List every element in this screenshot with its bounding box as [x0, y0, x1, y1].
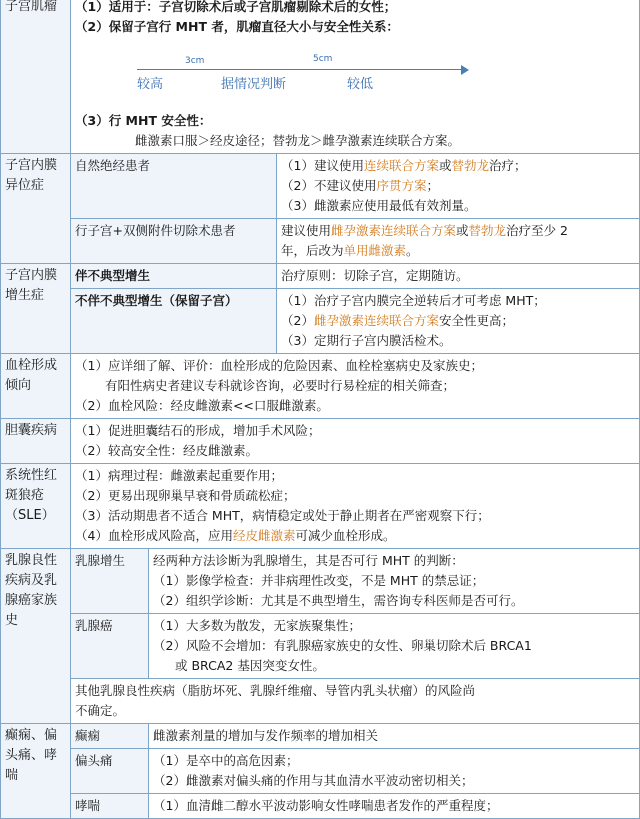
row-endometriosis-natural: [1, 154, 640, 219]
fibroid-line-1: （1）适用于：子宫切除术后或子宫肌瘤剔除术后的女性；: [75, 0, 397, 14]
row-breast-other: [1, 679, 640, 724]
fibroid-size-safety-diagram: [75, 39, 635, 107]
epilepsy-label: 癫痫: [71, 724, 149, 749]
text: 安全性更高；: [438, 313, 514, 328]
endometriosis-natural-line-3: （3）雌激素应使用最低有效剂量。: [281, 198, 477, 213]
highlight: 雌孕激素连续联合方案: [313, 313, 439, 328]
fibroid-line-4: 雌激素口服＞经皮途径；替勃龙＞雌孕激素连续联合方案。: [135, 133, 461, 148]
category-thrombosis: 血栓形成倾向: [1, 354, 71, 419]
text: 年，后改为: [281, 243, 344, 258]
text: 治疗至少 2: [506, 223, 568, 238]
category-endometrial-hyperplasia: 子宫内膜增生症: [1, 264, 71, 354]
row-breast-cancer: [1, 614, 640, 679]
gallbladder-content: [71, 419, 640, 464]
breast-hyperplasia-line-1: 经两种方法诊断为乳腺增生，其是否可行 MHT 的判断：: [153, 553, 464, 568]
row-hyperplasia-nonatypical: [1, 289, 640, 354]
thrombosis-line-1: （1）应详细了解、评价：血栓形成的危险因素、血栓栓塞病史及家族史；: [75, 358, 483, 373]
breast-cancer-line-3: 或 BRCA2 基因突变女性。: [175, 658, 325, 673]
diagram-arrow-line: [137, 69, 467, 70]
endometriosis-surgical-content: [277, 219, 640, 264]
hyperplasia-atypical-content: 治疗原则：切除子宫，定期随访。: [277, 264, 640, 289]
hyperplasia-atypical-label: 伴不典型增生: [71, 264, 277, 289]
breast-hyperplasia-content: [149, 549, 640, 614]
endometriosis-surgical-line-2: [281, 241, 635, 261]
asthma-content: [149, 794, 640, 819]
hyperplasia-nonatypical-label: 不伴不典型增生（保留子宫）: [71, 289, 277, 354]
highlight: 序贯方案: [376, 178, 427, 193]
sle-line-2: （2）更易出现卵巢早衰和骨质疏松症；: [75, 488, 296, 503]
category-gallbladder: 胆囊疾病: [1, 419, 71, 464]
breast-cancer-label: 乳腺癌: [71, 614, 149, 679]
row-asthma: [1, 794, 640, 819]
asthma-line-1: （1）血清雌二醇水平波动影响女性哮喘患者发作的严重程度；: [153, 798, 499, 813]
text: 可减少血栓形成。: [295, 528, 396, 543]
diagram-label-higher: 较高: [137, 77, 164, 92]
gallbladder-line-1: （1）促进胆囊结石的形成，增加手术风险；: [75, 423, 321, 438]
breast-cancer-content: [149, 614, 640, 679]
text: （2）不建议使用: [281, 178, 377, 193]
breast-hyperplasia-label: 乳腺增生: [71, 549, 149, 614]
breast-cancer-line-2: （2）风险不会增加：有乳腺癌家族史的女性、卵巢切除术后 BRCA1: [153, 638, 532, 653]
hyperplasia-line-1: （1）治疗子宫内膜完全逆转后才可考虑 MHT；: [281, 293, 546, 308]
category-sle: 系统性红斑狼疮（SLE）: [1, 464, 71, 549]
content-uterine-fibroid: [71, 0, 640, 154]
fibroid-line-3: （3）行 MHT 安全性：: [75, 113, 212, 128]
thrombosis-line-3: （2）血栓风险：经皮雌激素<<口服雌激素。: [75, 398, 329, 413]
hyperplasia-nonatypical-content: [277, 289, 640, 354]
fibroid-line-2: （2）保留子宫行 MHT 者，肌瘤直径大小与安全性关系：: [75, 19, 399, 34]
category-breast: 乳腺良性疾病及乳腺癌家族史: [1, 549, 71, 724]
sle-line-1: （1）病理过程：雌激素起重要作用；: [75, 468, 283, 483]
diagram-label-middle: 据情况判断: [221, 77, 287, 92]
text: （1）建议使用: [281, 158, 364, 173]
breast-other-content: [71, 679, 640, 724]
row-endometriosis-surgical: [1, 219, 640, 264]
highlight: 替勃龙: [451, 158, 490, 173]
diagram-tick-3cm: 3cm: [185, 56, 205, 66]
row-sle: [1, 464, 640, 549]
highlight: 经皮雌激素: [232, 528, 296, 543]
thrombosis-line-2: 有阳性病史者建议专科就诊咨询，必要时行易栓症的相关筛查；: [105, 378, 456, 393]
text: （4）血栓形成风险高，应用: [75, 528, 233, 543]
breast-cancer-line-1: （1）大多数为散发，无家族聚集性；: [153, 618, 361, 633]
endometriosis-surgical-label: 行子宫+双侧附件切除术患者: [71, 219, 277, 264]
diagram-tick-5cm: 5cm: [313, 54, 333, 64]
breast-hyperplasia-line-2: （1）影像学检查：并非病理性改变，不是 MHT 的禁忌证；: [153, 573, 485, 588]
hyperplasia-line-2: [281, 311, 635, 331]
text: （2）: [281, 313, 314, 328]
diagram-label-lower: 较低: [347, 77, 374, 92]
sle-content: [71, 464, 640, 549]
migraine-label: 偏头痛: [71, 749, 149, 794]
highlight: 连续联合方案: [363, 158, 439, 173]
endometriosis-natural-label: 自然绝经患者: [71, 154, 277, 219]
row-breast-hyperplasia: [1, 549, 640, 614]
row-gallbladder: [1, 419, 640, 464]
row-thrombosis: [1, 354, 640, 419]
migraine-line-1: （1）是卒中的高危因素；: [153, 753, 299, 768]
thrombosis-content: [71, 354, 640, 419]
highlight: 替勃龙: [468, 223, 507, 238]
text: ；: [426, 178, 439, 193]
endometriosis-natural-line-2: [281, 176, 635, 196]
category-endometriosis: 子宫内膜异位症: [1, 154, 71, 264]
text: 建议使用: [281, 223, 332, 238]
text: 治疗；: [489, 158, 527, 173]
highlight: 雌孕激素连续联合方案: [331, 223, 457, 238]
highlight: 单用雌激素: [343, 243, 407, 258]
arrow-right-icon: [461, 65, 469, 75]
gallbladder-line-2: （2）较高安全性：经皮雌激素。: [75, 443, 258, 458]
migraine-line-2: （2）雌激素对偏头痛的作用与其血清水平波动密切相关；: [153, 773, 474, 788]
breast-other-line-1: 其他乳腺良性疾病（脂肪坏死、乳腺纤维瘤、导管内乳头状瘤）的风险尚: [75, 683, 476, 698]
text: 或: [456, 223, 469, 238]
epilepsy-content: 雌激素剂量的增加与发作频率的增加相关: [149, 724, 640, 749]
breast-hyperplasia-line-3: （2）组织学诊断：尤其是不典型增生，需咨询专科医师是否可行。: [153, 593, 524, 608]
sle-line-4: [75, 526, 635, 546]
asthma-label: 哮喘: [71, 794, 149, 819]
endometriosis-natural-content: [277, 154, 640, 219]
category-uterine-fibroid: 子宫肌瘤: [1, 0, 71, 154]
breast-other-line-2: 不确定。: [75, 703, 126, 718]
text: 或: [438, 158, 452, 173]
category-epilepsy-migraine-asthma: 癫痫、偏头痛、哮喘: [1, 724, 71, 819]
hyperplasia-line-3: （3）定期行子宫内膜活检术。: [281, 333, 452, 348]
sle-line-3: （3）活动期患者不适合 MHT，病情稳定或处于静止期者在严密观察下行；: [75, 508, 490, 523]
row-uterine-fibroid: [1, 0, 640, 154]
endometriosis-surgical-line-1: [281, 221, 635, 241]
row-epilepsy: [1, 724, 640, 749]
row-hyperplasia-atypical: [1, 264, 640, 289]
endometriosis-natural-line-1: [281, 156, 635, 176]
migraine-content: [149, 749, 640, 794]
row-migraine: [1, 749, 640, 794]
text: 。: [406, 243, 419, 258]
